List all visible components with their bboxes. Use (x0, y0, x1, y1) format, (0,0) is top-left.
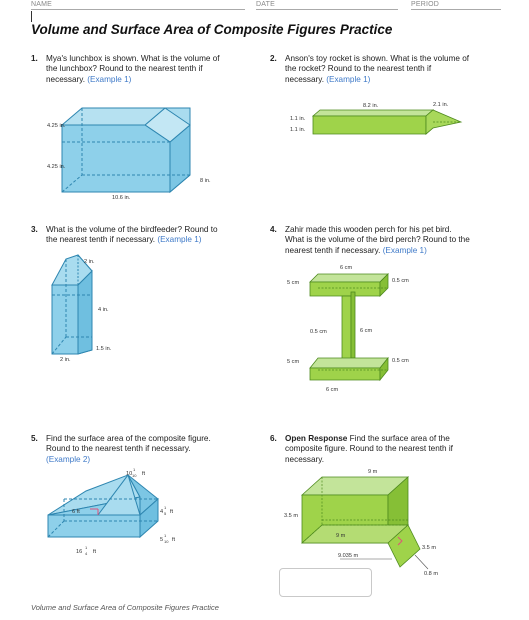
problem-number: 5. (31, 434, 38, 443)
dimension-label: 6 cm (326, 387, 339, 393)
problem-line: necessary. (46, 74, 85, 84)
answer-input-box[interactable] (279, 568, 372, 597)
dimension-label: 3.5 m (422, 545, 436, 551)
mixed-number-whole: 16 (76, 549, 83, 555)
dimension-label: 4.25 in. (47, 164, 66, 170)
dimension-label: 9.035 m (338, 553, 359, 559)
problem-line: Mya's lunchbox is shown. What is the volume of (46, 54, 220, 63)
mixed-number-den: 4 (85, 551, 88, 556)
problem-6 (270, 434, 510, 465)
rocket-figure (283, 98, 473, 148)
dimension-label: 9 m (336, 533, 346, 539)
mixed-number-unit: ft (170, 509, 174, 515)
problem-number: 3. (31, 225, 38, 234)
problem-line: Find the surface area of the (349, 434, 450, 443)
dimension-label: 5 cm (287, 280, 300, 286)
composite-prism-figure (40, 467, 200, 559)
example-link[interactable]: (Example 2) (46, 454, 91, 464)
problem-line: the rocket? Round to the nearest tenth if (285, 64, 432, 74)
problem-1 (31, 54, 266, 85)
dimension-label: 8 in. (200, 178, 211, 184)
date-line (256, 9, 398, 10)
dimension-label: 2 in. (84, 259, 95, 265)
dimension-label: 1.1 in. (290, 116, 306, 122)
mixed-number-whole: 4 (160, 509, 164, 515)
name-line (31, 9, 245, 10)
example-link[interactable]: (Example 1) (157, 235, 202, 245)
page-title: Volume and Surface Area of Composite Figures Practice (31, 22, 393, 37)
dimension-label: 0.8 m (424, 571, 438, 577)
birdfeeder-figure (30, 247, 140, 365)
problem-5 (31, 434, 266, 465)
problem-line: Anson's toy rocket is shown. What is the volume of (285, 54, 470, 63)
mixed-number-whole: 5 (160, 537, 164, 543)
problem-2 (270, 54, 505, 85)
problem-line: necessary. (285, 454, 324, 464)
problem-line: What is the volume of the birdfeeder? Round to (46, 225, 218, 234)
mixed-number-den: 5 (164, 511, 167, 516)
dimension-label: 9 m (368, 469, 378, 475)
lunchbox-figure (40, 100, 230, 202)
dimension-label: 1.5 in. (96, 346, 112, 352)
problem-line: nearest tenth if necessary. (285, 245, 381, 255)
dimension-label: 0.5 cm (392, 278, 409, 284)
period-label: PERIOD (411, 1, 440, 8)
dimension-label: 5 cm (287, 359, 300, 365)
dimension-label: 0.5 cm (310, 329, 327, 335)
problem-line: the lunchbox? Round to the nearest tenth if (46, 64, 203, 74)
period-line (411, 9, 501, 10)
mixed-number-num: 1 (164, 505, 167, 510)
green-composite-figure (280, 465, 455, 577)
problem-line: the nearest tenth if necessary. (46, 235, 156, 245)
dimension-label: 8.2 in. (363, 103, 379, 109)
open-response-label: Open Response (285, 434, 348, 443)
bird-perch-figure (280, 262, 440, 394)
mixed-number-unit: ft (93, 549, 97, 555)
dimension-label: 2 in. (60, 357, 71, 363)
problem-line: What is the volume of the bird perch? Round to the (285, 235, 470, 245)
dimension-label: 10.6 in. (112, 195, 131, 201)
problem-number: 2. (270, 54, 277, 63)
mixed-number-unit: ft (142, 471, 146, 477)
dimension-label: 4 in. (98, 307, 109, 313)
problem-3 (31, 225, 266, 246)
dimension-label: 6 cm (340, 265, 353, 271)
example-link[interactable]: (Example 1) (382, 245, 427, 255)
problem-line: Round to the nearest tenth if necessary. (46, 444, 191, 454)
mixed-number-den: 10 (164, 539, 169, 544)
date-label: DATE (256, 1, 275, 8)
problem-line: composite figure. Round to the nearest tenth if (285, 444, 453, 454)
mixed-number-num: 1 (85, 545, 88, 550)
mixed-number-den: 10 (132, 473, 137, 478)
problem-number: 1. (31, 54, 38, 63)
dimension-label: 0.5 cm (392, 358, 409, 364)
worksheet-header (0, 0, 529, 14)
problem-number: 4. (270, 225, 277, 234)
dimension-label: 6 cm (360, 328, 373, 334)
problem-number: 6. (270, 434, 277, 443)
dimension-label: 2.1 in. (433, 102, 449, 108)
text-cursor (31, 11, 32, 22)
mixed-number-num: 1 (133, 467, 136, 472)
dimension-label: 4.25 in. (47, 123, 66, 129)
problem-line: Zahir made this wooden perch for his pet bird. (285, 225, 452, 234)
problem-line: necessary. (285, 74, 324, 84)
example-link[interactable]: (Example 1) (87, 74, 132, 84)
mixed-number-num: 1 (164, 533, 167, 538)
mixed-number-unit: ft (172, 537, 176, 543)
page-footer: Volume and Surface Area of Composite Figures Practice (31, 603, 219, 612)
name-label: NAME (31, 1, 53, 8)
example-link[interactable]: (Example 1) (326, 74, 371, 84)
dimension-label: 1.1 in. (290, 127, 306, 133)
problem-4 (270, 225, 510, 256)
problem-line: Find the surface area of the composite figure. (46, 434, 211, 443)
dimension-label: 6 ft (72, 509, 80, 515)
dimension-label: 3.5 m (284, 513, 298, 519)
mixed-number-whole: 10 (126, 471, 133, 477)
